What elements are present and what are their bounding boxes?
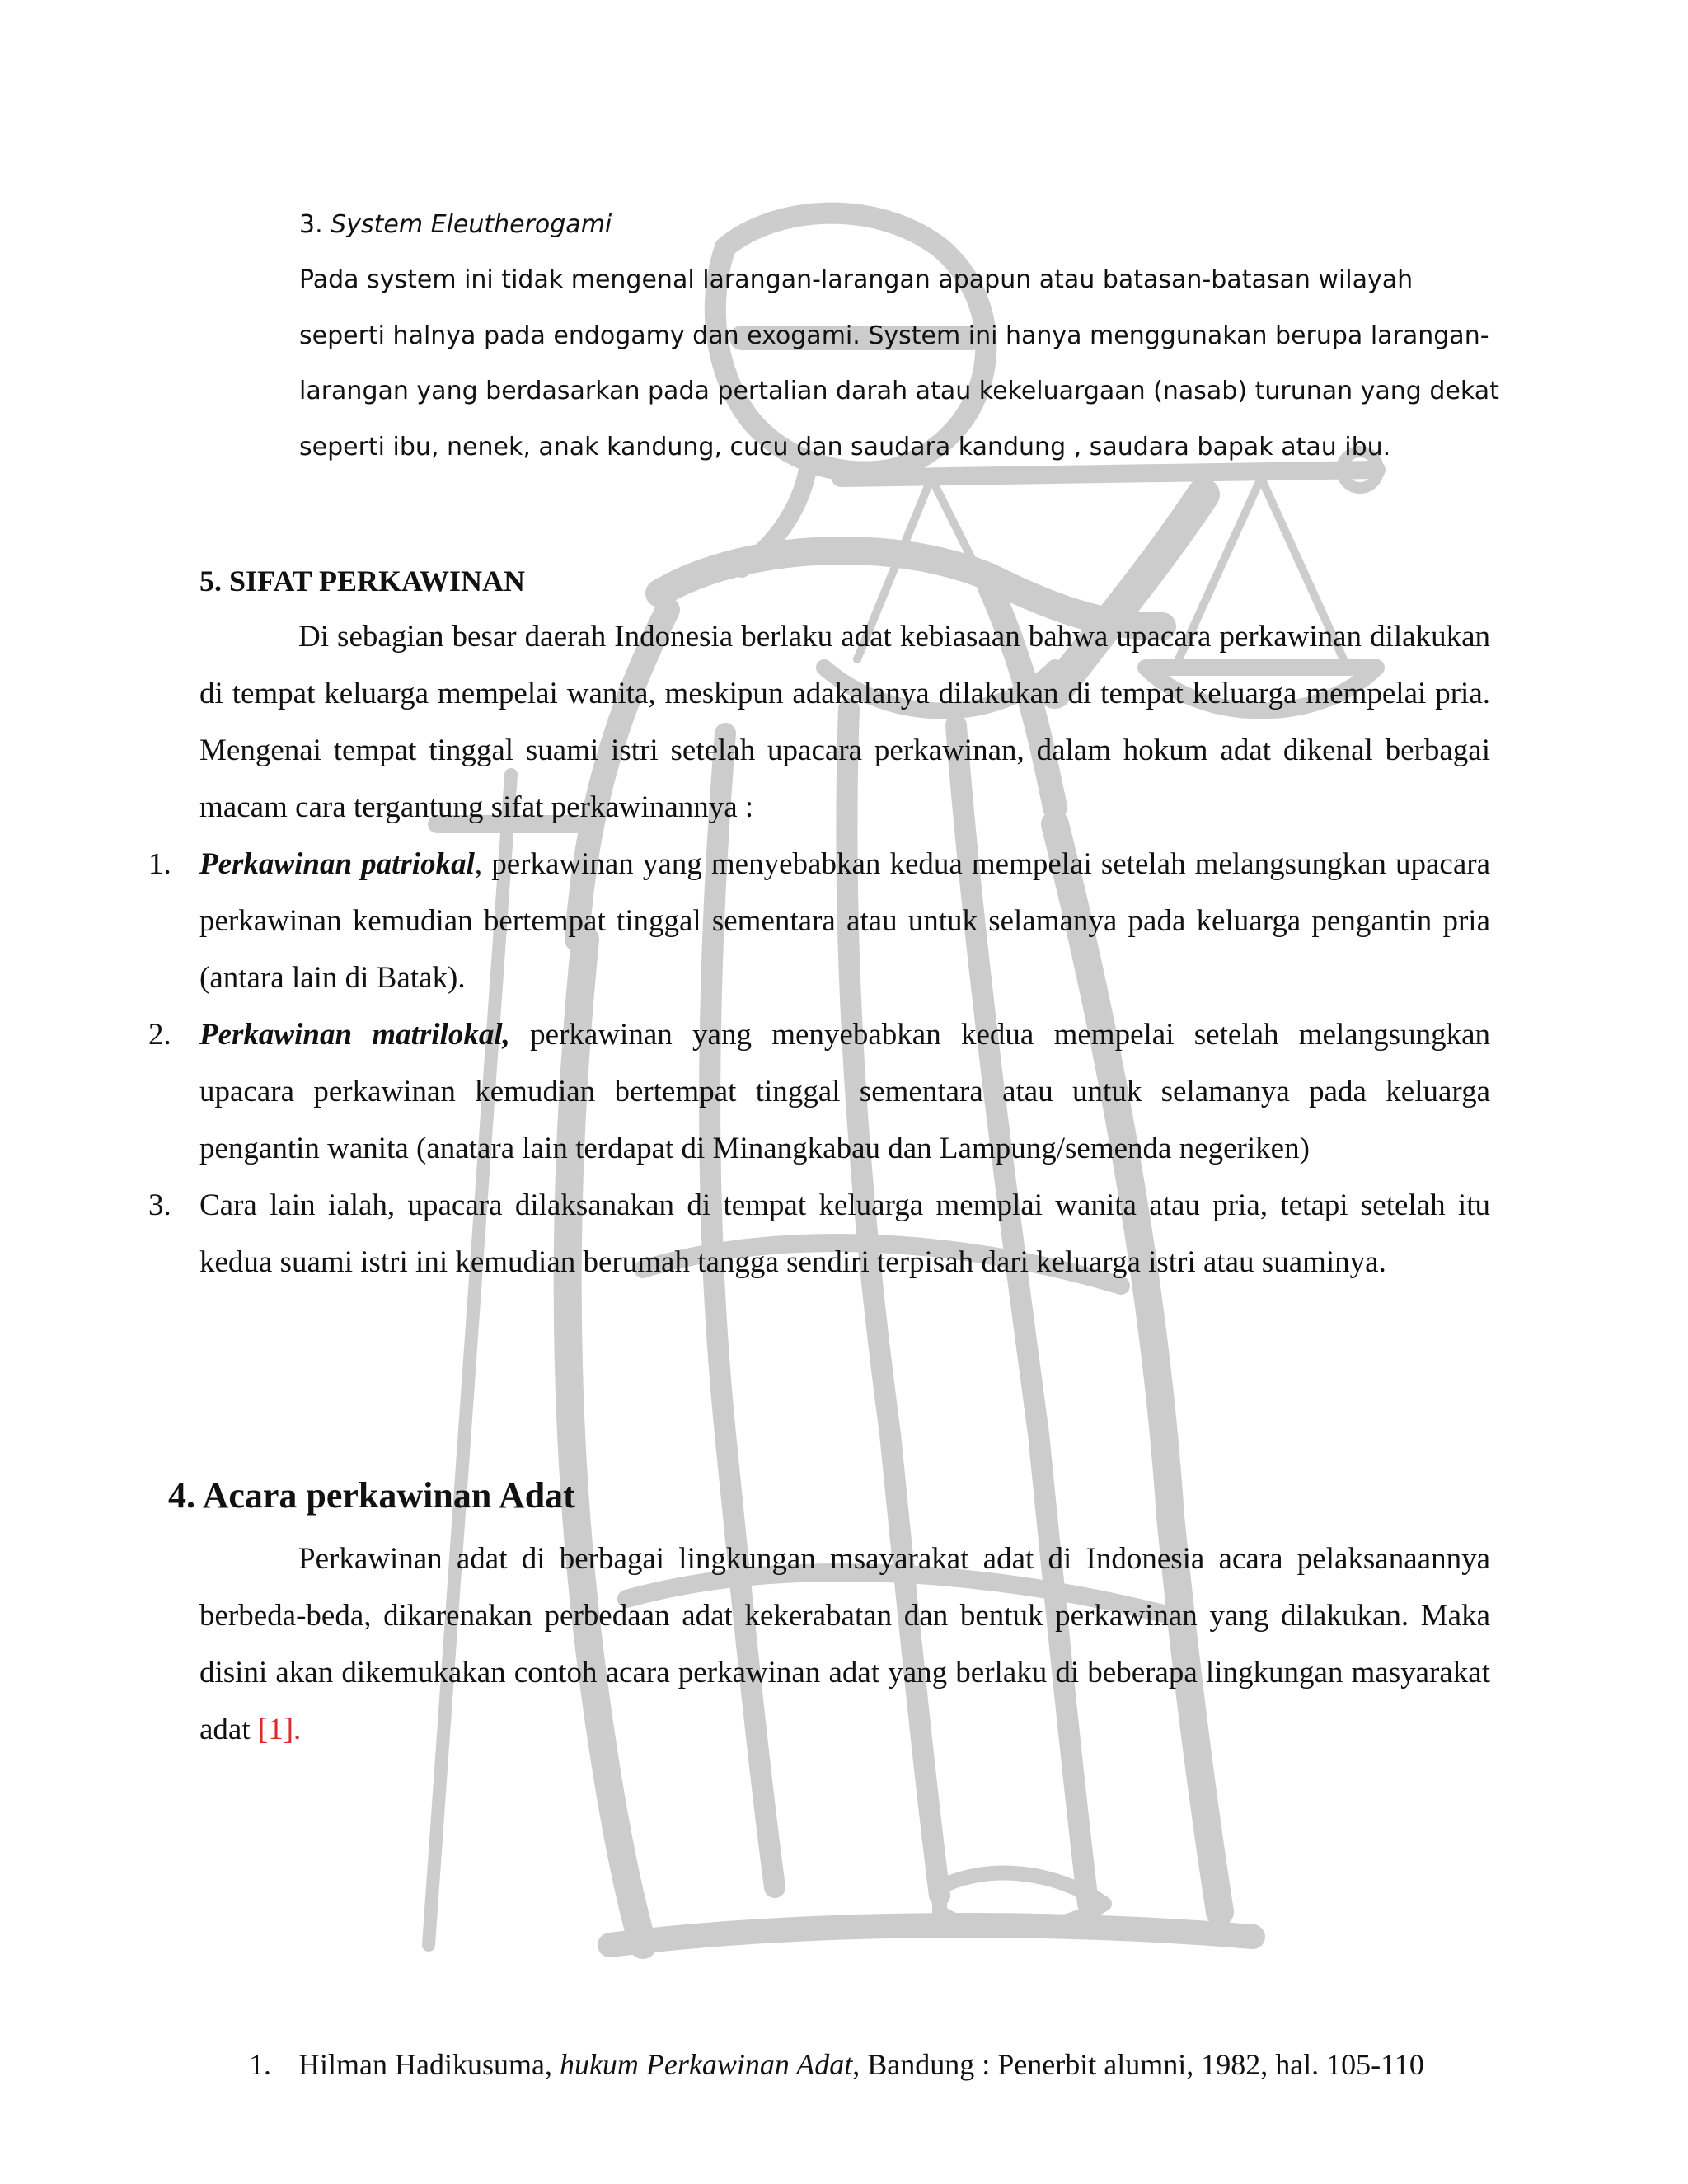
list-item-text: Cara lain ialah, upacara dilaksanakan di tempat keluarga memplai wanita atau pria, tetapi setelah itu kedua suami istri ini kemudian berumah tangga sendiri terpisah dari keluarga istri atau suaminya.: [199, 1188, 1490, 1279]
footnote-title: hukum Perkawinan Adat: [559, 2048, 853, 2081]
footnote: [249, 2041, 1424, 2088]
list-item-term: Perkawinan matrilokal,: [199, 1018, 510, 1052]
list-item-text: perkawinan yang menyebabkan kedua mempelai setelah melangsungkan upacara perkawinan kemudian bertempat tinggal sementara atau untuk selamanya pada keluarga pengantin wanita (anatara lain terdapat di Minangkabau dan Lampung/semenda negeriken): [199, 1018, 1490, 1165]
list-item-number: 2.: [148, 1018, 171, 1052]
acara-paragraph-text: Perkawinan adat di berbagai lingkungan msayarakat adat di Indonesia acara pelaksanaannya berbeda-beda, dikarenakan perbedaan adat kekerabatan dan bentuk perkawinan yang dilakukan. Maka disini akan dikemukakan contoh acara perkawinan adat yang berlaku di beberapa lingkungan masyarakat adat: [199, 1542, 1490, 1746]
list-item-number: 3.: [148, 1188, 171, 1222]
section-intro-paragraph: Di sebagian besar daerah Indonesia berlaku adat kebiasaan bahwa upacara perkawinan dilakukan di tempat keluarga mempelai wanita, meskipun adakalanya dilakukan di tempat keluarga mempelai pria. Mengenai tempat tinggal suami istri setelah upacara perkawinan, dalam hokum adat dikenal berbagai macam cara tergantung sifat perkawinannya :: [199, 620, 1490, 824]
eleutherogami-block: [299, 198, 1503, 475]
list-item-number: 1.: [148, 847, 171, 881]
subsection-paragraph: Pada system ini tidak mengenal larangan-larangan apapun atau batasan-batasan wilayah seperti halnya pada endogamy dan exogami. System ini hanya menggunakan berupa larangan-larangan yang berdasarkan pada pertalian darah atau kekeluargaan (nasab) turunan yang dekat seperti ibu, nenek, anak kandung, cucu dan saudara kandung , saudara bapak atau ibu.: [299, 265, 1499, 462]
footnote-author: Hilman Hadikusuma,: [298, 2048, 560, 2081]
acara-paragraph: [199, 1530, 1490, 1758]
section-heading-sifat-perkawinan: 5. SIFAT PERKAWINAN: [199, 565, 526, 598]
subsection-title-text: System Eleutherogami: [331, 210, 612, 239]
citation-link[interactable]: [1].: [257, 1713, 302, 1746]
list-item-text: , perkawinan yang menyebabkan kedua mempelai setelah melangsungkan upacara perkawinan kemudian bertempat tinggal sementara atau untuk selamanya pada keluarga pengantin pria (antara lain di Batak).: [199, 847, 1490, 995]
subsection-title: [299, 198, 1503, 252]
list-item: [148, 836, 1490, 1006]
subsection-number: 3.: [299, 210, 323, 239]
footnote-number: 1.: [249, 2048, 271, 2081]
marriage-types-list: [148, 836, 1490, 1291]
list-item-term: Perkawinan patriokal: [199, 847, 475, 881]
list-item: [148, 1177, 1490, 1291]
section-heading-acara-perkawinan: 4. Acara perkawinan Adat: [168, 1475, 575, 1516]
list-item: [148, 1006, 1490, 1177]
footnote-rest: , Bandung : Penerbit alumni, 1982, hal. 105-110: [852, 2048, 1424, 2081]
